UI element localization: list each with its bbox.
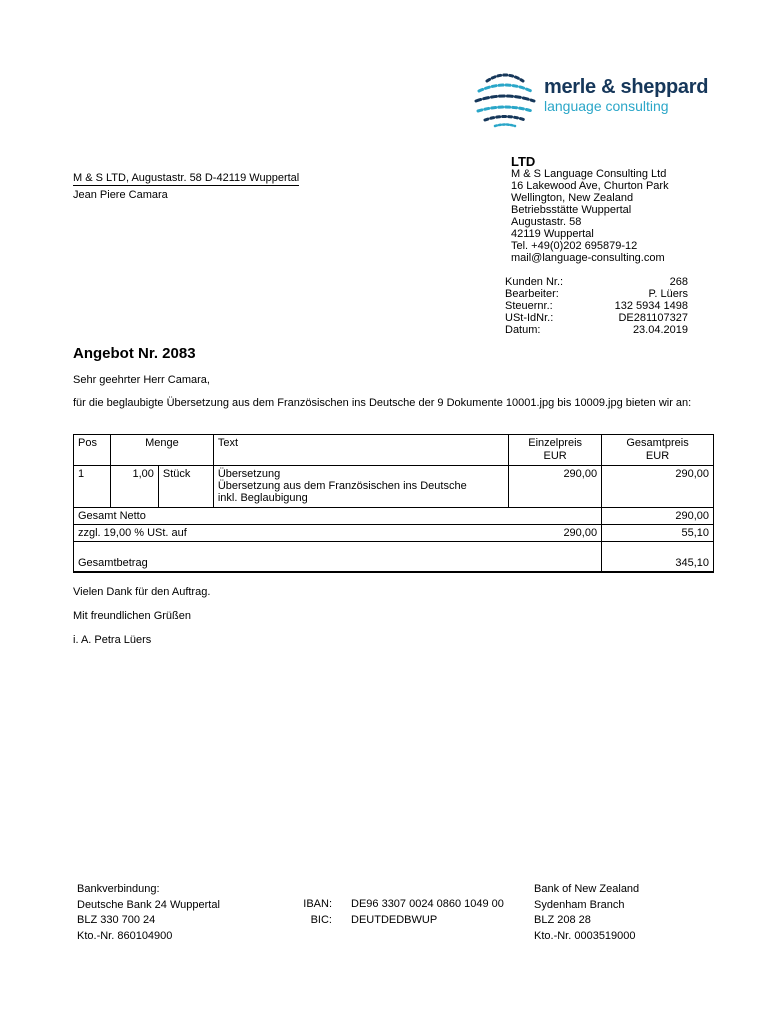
header-gesamtpreis [602, 435, 714, 466]
row-text-line: Übersetzung aus dem Französischen ins Deutsche [217, 480, 467, 492]
total-value: 345,10 [602, 542, 714, 572]
header-gesamtpreis-unit: EUR [645, 450, 670, 462]
ust-value: 55,10 [602, 525, 714, 542]
header-einzelpreis-label: Einzelpreis [528, 437, 583, 449]
greeting-text: Mit freundlichen Grüßen [73, 610, 191, 622]
footer-bank-labels [300, 897, 332, 928]
row-qty: 1,00 [110, 466, 158, 508]
footer-line: BLZ 208 28 [534, 914, 591, 926]
meta-label: Kunden Nr.: [505, 276, 564, 288]
logo-subtitle: language consulting [544, 98, 669, 114]
meta-value: DE281107327 [618, 312, 688, 324]
meta-value: 132 5934 1498 [614, 300, 688, 312]
row-einzelpreis: 290,00 [509, 466, 602, 508]
meta-row [505, 312, 688, 324]
ust-base: 290,00 [509, 525, 602, 542]
offer-title: Angebot Nr. 2083 [73, 345, 196, 362]
salutation: Sehr geehrter Herr Camara, [73, 374, 210, 386]
row-gesamtpreis: 290,00 [602, 466, 714, 508]
row-unit: Stück [158, 466, 213, 508]
total-row [74, 542, 714, 572]
thanks-text: Vielen Dank für den Auftrag. [73, 586, 211, 598]
netto-label: Gesamt Netto [74, 508, 602, 525]
sender-address-line: M & S LTD, Augustastr. 58 D-42119 Wuppertal [73, 172, 300, 184]
signature-text: i. A. Petra Lüers [73, 634, 152, 646]
bic-label: BIC: [310, 913, 332, 926]
footer-line: Sydenham Branch [534, 898, 625, 911]
company-email: mail@language-consulting.com [511, 252, 665, 264]
header-gesamtpreis-label: Gesamtpreis [626, 437, 689, 449]
company-line: 42119 Wuppertal [511, 228, 594, 240]
header-pos: Pos [74, 435, 111, 466]
company-line: 16 Lakewood Ave, Churton Park [511, 180, 669, 192]
netto-row [74, 508, 714, 525]
meta-value: 23.04.2019 [632, 324, 688, 336]
meta-row [505, 324, 688, 336]
intro-text: für die beglaubigte Übersetzung aus dem Französischen ins Deutsche der 9 Dokumente 10001.jpg bis 10009.jpg bieten wir an: [73, 397, 692, 409]
total-label: Gesamtbetrag [74, 542, 602, 572]
company-line: Wellington, New Zealand [511, 192, 634, 204]
header-menge: Menge [110, 435, 213, 466]
meta-row [505, 276, 688, 288]
items-table [73, 434, 714, 573]
ust-label: zzgl. 19,00 % USt. auf [74, 525, 509, 542]
globe-dots-icon [473, 67, 537, 129]
footer-line: Deutsche Bank 24 Wuppertal [77, 898, 220, 911]
company-line: M & S Language Consulting Ltd [511, 168, 667, 180]
footer-line: Bank of New Zealand [534, 883, 640, 895]
header-einzelpreis-unit: EUR [543, 450, 567, 462]
bic-value: DEUTDEDBWUP [351, 913, 438, 926]
netto-value: 290,00 [602, 508, 714, 525]
meta-row [505, 288, 688, 300]
footer-bank-right [534, 882, 639, 944]
meta-value: P. Lüers [648, 288, 688, 300]
footer-line: BLZ 330 700 24 [77, 914, 156, 926]
footer-line: Bankverbindung: [77, 883, 160, 895]
row-text [213, 466, 508, 508]
ust-row [74, 525, 714, 542]
row-pos: 1 [74, 466, 111, 508]
company-ltd-label: LTD [511, 154, 536, 169]
meta-value: 268 [669, 276, 688, 288]
recipient-name: Jean Piere Camara [73, 189, 168, 201]
logo-name: merle & sheppard [544, 76, 709, 98]
meta-label: Datum: [505, 324, 541, 336]
meta-label: Bearbeiter: [505, 288, 559, 300]
header-text: Text [213, 435, 508, 466]
company-address [511, 168, 669, 264]
company-line: Augustastr. 58 [511, 216, 582, 228]
row-text-line: Übersetzung [217, 468, 281, 480]
table-row [74, 466, 714, 508]
footer-bank-codes [351, 897, 504, 928]
meta-label: USt-IdNr.: [505, 312, 554, 324]
company-line: Tel. +49(0)202 695879-12 [511, 240, 638, 252]
footer-line: Kto.-Nr. 0003519000 [534, 929, 636, 942]
company-line: Betriebsstätte Wuppertal [511, 204, 632, 216]
row-text-line: inkl. Beglaubigung [217, 492, 308, 504]
iban-value: DE96 3307 0024 0860 1049 00 [351, 898, 504, 910]
footer-line: Kto.-Nr. 860104900 [77, 929, 173, 942]
iban-label: IBAN: [303, 898, 332, 910]
table-header-row [74, 435, 714, 466]
document-meta [505, 276, 688, 336]
meta-label: Steuernr.: [505, 300, 553, 312]
header-einzelpreis [509, 435, 602, 466]
meta-row [505, 300, 688, 312]
footer-bank-left [77, 882, 220, 944]
